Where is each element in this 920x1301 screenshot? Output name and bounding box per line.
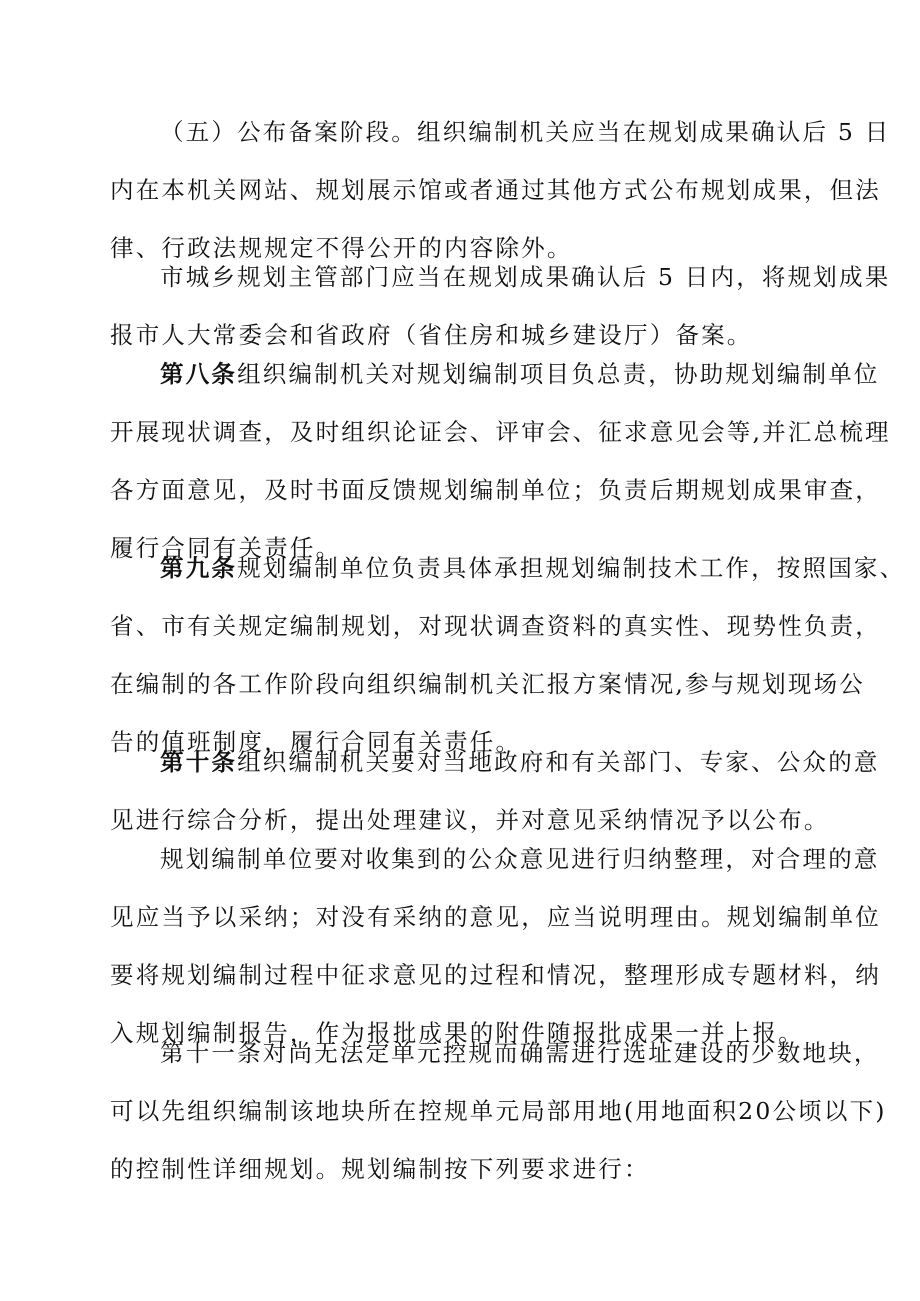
text-line: 报市人大常委会和省政府（省住房和城乡建设厅）备案。 <box>110 321 753 349</box>
article-text: 规划编制单位负责具体承担规划编制技术工作，按照国家、 <box>237 554 906 582</box>
text-line: 市城乡规划主管部门应当在规划成果确认后 5 日内，将规划成果 <box>160 263 891 291</box>
text-line: 省、市有关规定编制规划，对现状调查资料的真实性、现势性负责， <box>110 612 881 640</box>
text-line: 履行合同有关责任。 <box>110 534 342 562</box>
paragraph-article-11 <box>110 1024 887 1198</box>
text-line <box>110 733 880 791</box>
text-line: 告的值班制度，履行合同有关责任。 <box>110 728 522 756</box>
text-line: 可以先组织编制该地块所在控规单元局部用地(用地面积20公顷以下) <box>110 1097 887 1125</box>
text-line: 各方面意见，及时书面反馈规划编制单位；负责后期规划成果审查， <box>110 476 881 504</box>
text-line: 内在本机关网站、规划展示馆或者通过其他方式公布规划成果，但法 <box>110 176 881 204</box>
text-line: 见应当予以采纳；对没有采纳的意见，应当说明理由。规划编制单位 <box>110 903 881 931</box>
article-heading: 第十条 <box>160 748 238 776</box>
text-line: （五）公布备案阶段。组织编制机关应当在规划成果确认后 5 日 <box>160 118 891 146</box>
text-line: 要将规划编制过程中征求意见的过程和情况，整理形成专题材料，纳 <box>110 961 881 989</box>
text-line: 规划编制单位要对收集到的公众意见进行归纳整理，对合理的意 <box>160 845 880 873</box>
text-line <box>110 539 906 597</box>
article-text: 组织编制机关对规划编制项目负总责，协助规划编制单位 <box>237 360 880 388</box>
text-line: 第十一条对尚无法定单元控规而确需进行选址建设的少数地块， <box>160 1039 880 1067</box>
article-text: 组织编制机关要对当地政府和有关部门、专家、公众的意 <box>237 748 880 776</box>
text-line: 律、行政法规规定不得公开的内容除外。 <box>110 234 573 262</box>
text-line: 入规划编制报告，作为报批成果的附件随报批成果一并上报。 <box>110 1019 804 1047</box>
article-heading: 第八条 <box>160 360 238 388</box>
text-line <box>110 345 880 403</box>
text-line: 在编制的各工作阶段向组织编制机关汇报方案情况,参与规划现场公 <box>110 670 865 698</box>
article-heading: 第九条 <box>160 554 238 582</box>
text-line: 见进行综合分析，提出处理建议，并对意见采纳情况予以公布。 <box>110 806 830 834</box>
text-line: 的控制性详细规划。规划编制按下列要求进行： <box>110 1155 650 1183</box>
text-line: 开展现状调查，及时组织论证会、评审会、征求意见会等,并汇总梳理 <box>110 418 891 446</box>
